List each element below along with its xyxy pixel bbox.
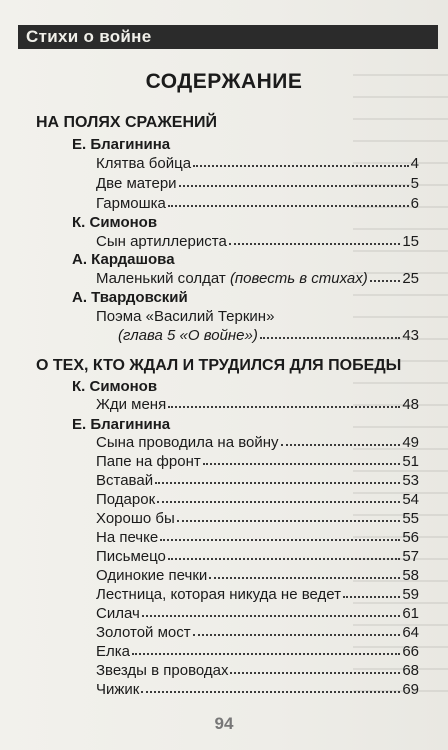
entry-page: 4 — [410, 155, 419, 172]
entry-page: 25 — [402, 270, 419, 287]
entry-page: 43 — [402, 327, 419, 344]
dot-leader — [155, 482, 400, 484]
toc-entry — [96, 529, 419, 549]
author-name: К. Симонов — [72, 378, 158, 395]
dot-leader — [343, 596, 400, 598]
dot-leader — [179, 185, 409, 187]
dot-leader — [281, 444, 401, 446]
entry-title: Подарок — [96, 491, 156, 508]
entry-page: 5 — [410, 175, 419, 192]
section-title: О ТЕХ, КТО ЖДАЛ И ТРУДИЛСЯ ДЛЯ ПОБЕДЫ — [36, 357, 402, 374]
toc-entry — [96, 643, 419, 663]
entry-page: 58 — [402, 567, 419, 584]
entry-title: Клятва бойца — [96, 155, 192, 172]
entry-title: Письмецо — [96, 548, 166, 565]
entry-title: Золотой мост — [96, 624, 191, 641]
toc-entry — [96, 175, 419, 195]
toc-entry — [96, 472, 419, 492]
page-number: 94 — [214, 714, 234, 733]
entry-title: Елка — [96, 643, 130, 660]
entry-title: Силач — [96, 605, 140, 622]
dot-leader — [203, 463, 401, 465]
section-title: НА ПОЛЯХ СРАЖЕНИЙ — [36, 114, 218, 131]
entry-page: 56 — [402, 529, 419, 546]
dot-leader — [193, 165, 409, 167]
entry-page: 49 — [402, 434, 419, 451]
entry-page: 57 — [402, 548, 419, 565]
entry-page: 54 — [402, 491, 419, 508]
toc-entry — [96, 605, 419, 625]
toc-entry — [96, 491, 419, 511]
toc-entry — [96, 567, 419, 587]
entry-subtitle: (глава 5 «О войне») — [118, 327, 258, 344]
dot-leader — [142, 615, 401, 617]
entry-title: Сына проводила на войну — [96, 434, 279, 451]
entry-title-main: Маленький солдат — [96, 270, 230, 287]
entry-page: 64 — [402, 624, 419, 641]
entry-title: Чижик — [96, 681, 140, 698]
author-name: А. Кардашова — [72, 251, 175, 268]
entry-page: 61 — [402, 605, 419, 622]
toc-entry — [96, 586, 419, 606]
entry-title: Сын артиллериста — [96, 233, 227, 250]
toc-entry — [96, 510, 419, 530]
entry-title: Лестница, которая никуда не ведет — [96, 586, 341, 603]
entry-title: Гармошка — [96, 195, 166, 212]
entry-page: 51 — [402, 453, 419, 470]
entry-title: Поэма «Василий Теркин» — [96, 308, 275, 325]
toc-entry — [96, 548, 419, 568]
dot-leader — [370, 280, 401, 282]
author-name: Е. Благинина — [72, 136, 171, 153]
entry-page: 55 — [402, 510, 419, 527]
entry-page: 59 — [402, 586, 419, 603]
author-name: А. Твардовский — [72, 289, 188, 306]
entry-title — [96, 270, 368, 287]
toc-entry — [96, 233, 419, 253]
toc-entry — [96, 270, 419, 290]
dot-leader — [230, 672, 400, 674]
dot-leader — [168, 558, 400, 560]
toc-entry — [96, 662, 419, 682]
dot-leader — [168, 406, 400, 408]
entry-page: 69 — [402, 681, 419, 698]
entry-page: 53 — [402, 472, 419, 489]
toc-entry — [96, 434, 419, 454]
toc-entry — [96, 453, 419, 473]
entry-title: Звезды в проводах — [96, 662, 229, 679]
entry-title: Одинокие печки — [96, 567, 208, 584]
dot-leader — [160, 539, 400, 541]
entry-subtitle: (повесть в стихах) — [229, 270, 368, 287]
dot-leader — [168, 205, 409, 207]
toc-entry — [96, 155, 419, 175]
entry-title: Хорошо бы — [96, 510, 175, 527]
entry-page: 48 — [402, 396, 419, 413]
entry-title: Жди меня — [96, 396, 167, 413]
entry-page: 68 — [402, 662, 419, 679]
toc-entry — [96, 624, 419, 644]
entry-title: На печке — [96, 529, 159, 546]
toc-entry-continuation — [118, 327, 419, 344]
toc-entry — [96, 396, 419, 416]
author-name: К. Симонов — [72, 214, 158, 231]
dot-leader — [229, 243, 401, 245]
dot-leader — [177, 520, 401, 522]
toc-entry — [96, 681, 419, 701]
dot-leader — [157, 501, 400, 503]
toc-entry — [96, 308, 419, 328]
entry-page: 15 — [402, 233, 419, 250]
entry-page: 6 — [410, 195, 419, 212]
entry-title: Две матери — [96, 175, 177, 192]
dot-leader — [209, 577, 400, 579]
entry-title: Вставай — [96, 472, 154, 489]
toc-entry — [96, 195, 419, 215]
dot-leader — [193, 634, 401, 636]
entry-page: 66 — [402, 643, 419, 660]
dot-leader — [132, 653, 400, 655]
author-name: Е. Благинина — [72, 416, 171, 433]
entry-title: Папе на фронт — [96, 453, 201, 470]
dot-leader — [141, 691, 400, 693]
dot-leader — [260, 337, 400, 339]
running-header-title: Стихи о войне — [26, 27, 152, 46]
toc-heading: СОДЕРЖАНИЕ — [145, 70, 303, 93]
